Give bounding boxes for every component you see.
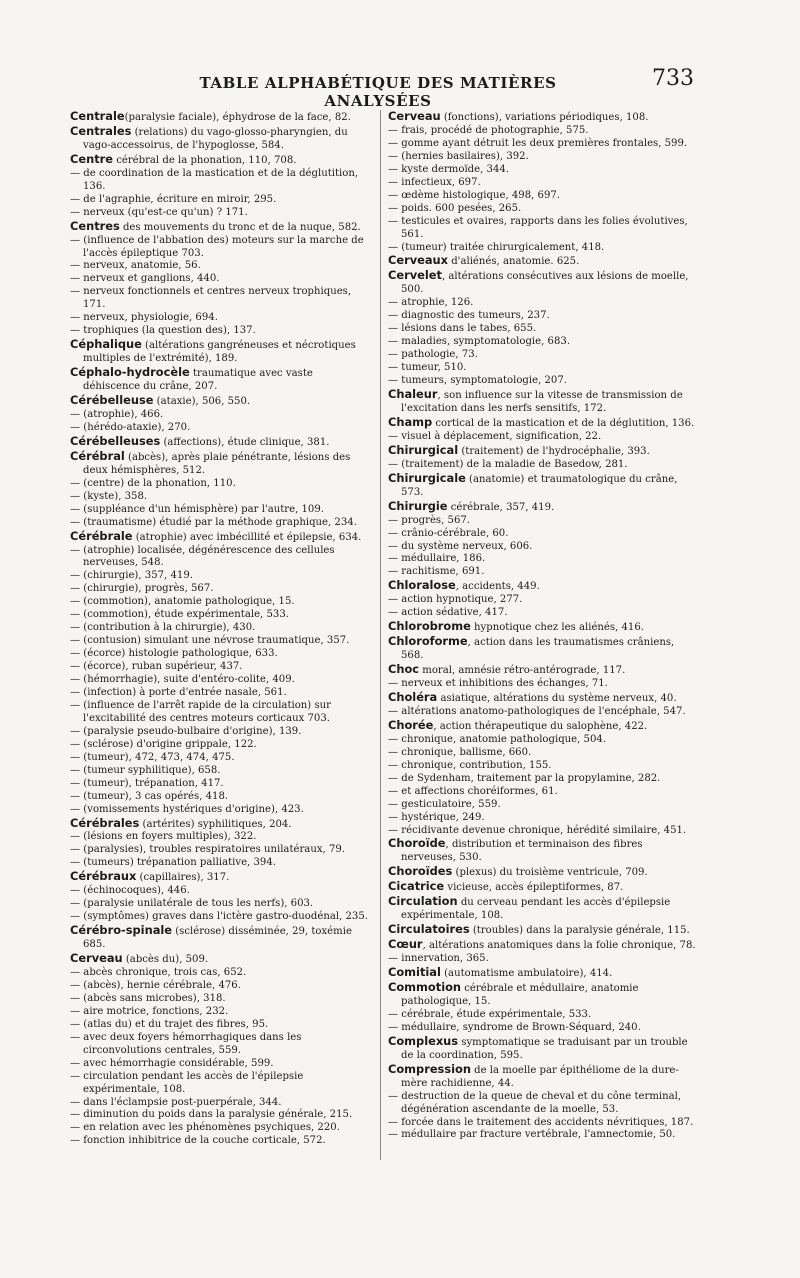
index-entry-text: de la moelle par épithéliome de la dure-mère rachidienne, 44. bbox=[401, 1064, 679, 1089]
index-entry bbox=[70, 168, 370, 194]
index-entry-text: — (abcès), hernie cérébrale, 476. bbox=[70, 979, 241, 991]
index-entry-text: — action sédative, 417. bbox=[388, 607, 508, 619]
index-entry-text: — (paralysies), troubles respiratoires unilatéraux, 79. bbox=[70, 844, 345, 856]
index-entry bbox=[388, 349, 698, 362]
index-headword: Cérébelleuses bbox=[70, 433, 161, 448]
index-entry-text: — gesticulatoire, 559. bbox=[388, 798, 501, 810]
index-entry-text: — crânio-cérébrale, 60. bbox=[388, 527, 509, 539]
index-entry bbox=[70, 1097, 370, 1110]
index-entry-text: asiatique, altérations du système nerveux, 40. bbox=[437, 692, 677, 704]
index-entry bbox=[388, 203, 698, 216]
index-entry-text: — de coordination de la mastication et de la déglutition, 136. bbox=[70, 167, 359, 192]
index-entry bbox=[70, 765, 370, 778]
index-entry-text: — du système nerveux, 606. bbox=[388, 540, 533, 552]
index-entry bbox=[70, 220, 370, 235]
index-entry-text: , accidents, 449. bbox=[455, 581, 540, 593]
index-entry-text: cérébrale, 357, 419. bbox=[447, 501, 555, 513]
index-entry bbox=[388, 895, 698, 923]
index-entry bbox=[70, 609, 370, 622]
index-entry bbox=[70, 924, 370, 952]
index-entry-text: — (chirurgie), 357, 419. bbox=[70, 570, 193, 582]
index-entry-text: — médullaire, syndrome de Brown-Séquard, 240. bbox=[388, 1021, 641, 1033]
index-entry-text: — tumeurs, symptomatologie, 207. bbox=[388, 375, 567, 387]
index-entry bbox=[70, 435, 370, 450]
index-entry-text: — médullaire par fracture vertébrale, l'amnectomie, 50. bbox=[388, 1129, 676, 1141]
index-entry-text: cortical de la mastication et de la déglutition, 136. bbox=[432, 417, 695, 429]
index-entry bbox=[70, 1122, 370, 1135]
index-entry bbox=[388, 594, 698, 607]
index-entry-text: — (chirurgie), progrès, 567. bbox=[70, 583, 214, 595]
index-entry bbox=[388, 110, 698, 125]
index-entry bbox=[70, 583, 370, 596]
index-entry-text: des mouvements du tronc et de la nuque, 582. bbox=[119, 221, 361, 233]
index-entry-text: — visuel à déplacement, signification, 22. bbox=[388, 430, 602, 442]
index-entry-text: — (écorce), ruban supérieur, 437. bbox=[70, 661, 243, 673]
index-entry bbox=[70, 885, 370, 898]
index-headword: Centres bbox=[70, 218, 120, 233]
index-entry bbox=[388, 500, 698, 515]
index-entry bbox=[70, 993, 370, 1006]
index-entry-text: — (hernies basilaires), 392. bbox=[388, 150, 529, 162]
index-entry bbox=[70, 752, 370, 765]
index-entry-text: — (atlas du) et du trajet des fibres, 95. bbox=[70, 1018, 269, 1030]
index-entry-text: — aire motrice, fonctions, 232. bbox=[70, 1005, 229, 1017]
index-entry-text: — (abcès sans microbes), 318. bbox=[70, 992, 226, 1004]
index-entry bbox=[388, 216, 698, 242]
index-entry-text: — (vomissements hystériques d'origine), 423. bbox=[70, 803, 304, 815]
index-entry bbox=[70, 1071, 370, 1097]
index-headword: Chaleur bbox=[388, 387, 438, 402]
index-entry bbox=[388, 528, 698, 541]
index-entry-text: — forcée dans le traitement des accidents névritiques, 187. bbox=[388, 1116, 694, 1128]
index-entry-text: — (traitement) de la maladie de Basedow, 281. bbox=[388, 458, 628, 470]
index-entry bbox=[388, 190, 698, 203]
index-entry-text: (affections), étude clinique, 381. bbox=[160, 436, 330, 448]
index-entry bbox=[388, 760, 698, 773]
index-entry bbox=[388, 635, 698, 663]
index-entry-text: — (symptômes) graves dans l'ictère gastro-duodénal, 235. bbox=[70, 911, 368, 923]
index-headword: Cérébelleuse bbox=[70, 393, 154, 408]
index-entry-text: — destruction de la queue de cheval et du cône terminal, dégénération ascendante de la moelle, 53. bbox=[388, 1090, 682, 1115]
index-headword: Centrales bbox=[70, 123, 132, 138]
index-entry bbox=[388, 323, 698, 336]
index-entry-text: — (sclérose) d'origine grippale, 122. bbox=[70, 738, 257, 750]
index-entry-text: (artérites) syphilitiques, 204. bbox=[139, 818, 292, 830]
index-entry-text: — pathologie, 73. bbox=[388, 349, 478, 361]
index-entry bbox=[388, 362, 698, 375]
index-headword: Choroïdes bbox=[388, 864, 453, 879]
index-entry-text: — (suppléance d'un hémisphère) par l'autre, 109. bbox=[70, 503, 324, 515]
index-entry bbox=[70, 831, 370, 844]
index-entry-text: — (tumeur), trépanation, 417. bbox=[70, 777, 224, 789]
index-entry-text: — circulation pendant les accès de l'épilepsie expérimentale, 108. bbox=[70, 1070, 304, 1095]
index-entry bbox=[388, 812, 698, 825]
index-entry bbox=[70, 635, 370, 648]
index-entry bbox=[70, 1019, 370, 1032]
index-entry-text: — (commotion), étude expérimentale, 533. bbox=[70, 609, 289, 621]
index-entry-text: traumatique avec vaste déhiscence du crâne, 207. bbox=[83, 368, 313, 393]
index-entry-text: — chronique, ballisme, 660. bbox=[388, 746, 532, 758]
index-entry-text: — en relation avec les phénomènes psychiques, 220. bbox=[70, 1122, 340, 1134]
index-entry-text: (plexus) du troisième ventricule, 709. bbox=[452, 867, 648, 879]
index-headword: Cervelet bbox=[388, 268, 442, 283]
index-entry bbox=[70, 674, 370, 687]
index-entry bbox=[388, 1035, 698, 1063]
index-column-left bbox=[70, 110, 370, 1148]
index-column-right bbox=[388, 110, 698, 1142]
index-headword: Cœur bbox=[388, 937, 423, 952]
index-headword: Cérébraux bbox=[70, 869, 137, 884]
index-entry bbox=[388, 541, 698, 554]
index-entry-text: — action hypnotique, 277. bbox=[388, 594, 523, 606]
index-entry-text: — et affections choréiformes, 61. bbox=[388, 785, 558, 797]
page-number: 733 bbox=[652, 66, 694, 91]
index-entry bbox=[70, 1032, 370, 1058]
index-entry-text: — (lésions en foyers multiples), 322. bbox=[70, 831, 257, 843]
index-entry-text: — abcès chronique, trois cas, 652. bbox=[70, 967, 247, 978]
index-entry bbox=[70, 967, 370, 980]
index-entry bbox=[388, 138, 698, 151]
index-entry-text: — (atrophie), 466. bbox=[70, 408, 164, 420]
index-entry bbox=[70, 394, 370, 409]
index-entry bbox=[70, 898, 370, 911]
index-entry-text: — (tumeurs) trépanation palliative, 394. bbox=[70, 857, 276, 869]
index-entry-text: — testicules et ovaires, rapports dans les folies évolutives, 561. bbox=[388, 215, 688, 240]
index-entry bbox=[388, 691, 698, 706]
index-entry bbox=[388, 799, 698, 812]
index-entry bbox=[70, 530, 370, 545]
index-headword: Choc bbox=[388, 662, 420, 677]
index-entry bbox=[388, 416, 698, 431]
index-entry bbox=[388, 515, 698, 528]
index-entry-text: — dans l'éclampsie post-puerpérale, 344. bbox=[70, 1096, 282, 1108]
index-entry bbox=[70, 312, 370, 325]
index-entry bbox=[70, 1006, 370, 1019]
index-entry bbox=[70, 596, 370, 609]
index-entry-text: — fonction inhibitrice de la couche corticale, 572. bbox=[70, 1135, 326, 1147]
index-headword: Chloralose bbox=[388, 578, 456, 593]
index-entry-text: — innervation, 365. bbox=[388, 953, 489, 965]
index-entry-text: — récidivante devenue chronique, hérédité similaire, 451. bbox=[388, 824, 687, 836]
index-entry bbox=[388, 254, 698, 269]
index-entry bbox=[388, 125, 698, 138]
index-headword: Commotion bbox=[388, 980, 462, 994]
index-headword: Choroïde bbox=[388, 836, 446, 851]
index-entry-text: — (contusion) simulant une névrose traumatique, 357. bbox=[70, 635, 350, 647]
index-headword: Chirurgie bbox=[388, 498, 448, 513]
index-entry bbox=[70, 570, 370, 583]
index-entry bbox=[70, 491, 370, 504]
index-entry-text: — infectieux, 697. bbox=[388, 176, 481, 188]
index-entry-text: (troubles) dans la paralysie générale, 115. bbox=[469, 925, 690, 937]
index-entry bbox=[388, 1117, 698, 1130]
index-entry-text: — nerveux, physiologie, 694. bbox=[70, 312, 218, 324]
index-entry bbox=[70, 450, 370, 478]
index-headword: Cérébral bbox=[70, 448, 125, 463]
index-entry bbox=[388, 297, 698, 310]
index-entry-text: — de Sydenham, traitement par la propylamine, 282. bbox=[388, 772, 661, 784]
index-entry-text: (sclérose) disséminée, 29, toxémie 685. bbox=[83, 926, 352, 951]
index-entry bbox=[70, 1058, 370, 1071]
index-entry-text: — nerveux et inhibitions des échanges, 71. bbox=[388, 678, 608, 690]
index-entry bbox=[388, 620, 698, 635]
index-entry-text: — rachitisme, 691. bbox=[388, 566, 485, 578]
index-entry bbox=[70, 545, 370, 571]
index-entry-text: — (atrophie) localisée, dégénérescence des cellules nerveuses, 548. bbox=[70, 544, 335, 569]
index-entry-text: — kyste dermoïde, 344. bbox=[388, 163, 510, 175]
index-headword: Circulatoires bbox=[388, 922, 470, 937]
index-entry-text: — atrophie, 126. bbox=[388, 297, 474, 309]
index-entry-text: (relations) du vago-glosso-pharyngien, du vago-accessoirus, de l'hypoglosse, 584. bbox=[83, 126, 348, 151]
running-title: TABLE ALPHABÉTIQUE DES MATIÈRES ANALYSÉES bbox=[199, 74, 557, 110]
index-entry-text: (abcès), après plaie pénétrante, lésions des deux hémisphères, 512. bbox=[83, 451, 351, 476]
index-entry bbox=[70, 870, 370, 885]
index-entry-text: (automatisme ambulatoire), 414. bbox=[440, 968, 613, 980]
index-headword: Cérébrale bbox=[70, 528, 133, 543]
index-entry bbox=[388, 388, 698, 416]
index-entry bbox=[70, 622, 370, 635]
index-entry-text: — (hérédo-ataxie), 270. bbox=[70, 421, 191, 433]
index-headword: Cérébrales bbox=[70, 815, 140, 830]
index-headword: Cérébro-spinale bbox=[70, 923, 173, 938]
index-entry bbox=[70, 739, 370, 752]
index-entry bbox=[388, 734, 698, 747]
index-entry bbox=[388, 981, 698, 1009]
index-entry-text: (atrophie) avec imbécillité et épilepsie, 634. bbox=[132, 531, 362, 543]
index-entry-text: (traitement) de l'hydrocéphalie, 393. bbox=[458, 445, 650, 457]
index-entry-text: — nerveux fonctionnels et centres nerveux trophiques, 171. bbox=[70, 286, 352, 311]
index-entry bbox=[70, 844, 370, 857]
index-entry bbox=[388, 773, 698, 786]
index-entry-text: — (tumeur), 3 cas opérés, 418. bbox=[70, 790, 229, 802]
index-entry-text: (paralysie faciale), éphydrose de la face, 82. bbox=[124, 112, 351, 123]
index-entry-text: symptomatique se traduisant par un trouble de la coordination, 595. bbox=[401, 1036, 688, 1061]
index-entry bbox=[70, 273, 370, 286]
index-entry bbox=[70, 980, 370, 993]
index-entry bbox=[388, 719, 698, 734]
index-entry-text: — poids. 600 pesées, 265. bbox=[388, 202, 522, 214]
index-entry-text: — (tumeur syphilitique), 658. bbox=[70, 764, 221, 776]
index-entry bbox=[388, 553, 698, 566]
index-headword: Céphalo-hydrocèle bbox=[70, 365, 190, 380]
index-entry-text: cérébrale et médullaire, anatomie pathologique, 15. bbox=[401, 983, 639, 1007]
index-entry-text: — (centre) de la phonation, 110. bbox=[70, 477, 236, 489]
index-entry bbox=[388, 1129, 698, 1142]
index-entry-text: (abcès du), 509. bbox=[122, 954, 209, 966]
index-entry bbox=[70, 1135, 370, 1148]
index-entry-text: — avec deux foyers hémorrhagiques dans les circonvolutions centrales, 559. bbox=[70, 1031, 302, 1056]
index-entry bbox=[388, 938, 698, 953]
index-entry-text: (capillaires), 317. bbox=[136, 872, 230, 884]
index-entry-text: — avec hémorrhagie considérable, 599. bbox=[70, 1057, 274, 1069]
index-entry bbox=[388, 1063, 698, 1091]
index-entry bbox=[388, 1091, 698, 1117]
index-entry bbox=[70, 504, 370, 517]
index-entry bbox=[70, 700, 370, 726]
index-entry bbox=[388, 786, 698, 799]
index-entry bbox=[70, 726, 370, 739]
index-entry-text: (ataxie), 506, 550. bbox=[153, 396, 251, 408]
index-entry-text: — (infection) à porte d'entrée nasale, 561. bbox=[70, 686, 287, 698]
index-entry-text: — (tumeur) traitée chirurgicalement, 418. bbox=[388, 241, 605, 253]
index-entry bbox=[388, 151, 698, 164]
index-headword: Cerveau bbox=[70, 951, 123, 966]
index-headword: Cicatrice bbox=[388, 879, 445, 894]
index-entry-text: d'aliénés, anatomie. 625. bbox=[448, 256, 580, 268]
index-entry bbox=[70, 153, 370, 168]
index-entry bbox=[70, 778, 370, 791]
index-entry bbox=[70, 260, 370, 273]
index-entry bbox=[70, 338, 370, 366]
index-entry-text: — (échinocoques), 446. bbox=[70, 885, 190, 897]
index-headword: Chirurgicale bbox=[388, 470, 466, 485]
index-entry-text: — tumeur, 510. bbox=[388, 362, 467, 374]
index-headword: Chirurgical bbox=[388, 442, 459, 457]
index-entry-text: — (kyste), 358. bbox=[70, 490, 148, 502]
index-entry-text: — diagnostic des tumeurs, 237. bbox=[388, 310, 550, 322]
index-headword: Chorée bbox=[388, 717, 434, 732]
index-entry-text: — diminution du poids dans la paralysie générale, 215. bbox=[70, 1109, 353, 1121]
index-entry bbox=[70, 661, 370, 674]
index-entry bbox=[388, 310, 698, 323]
index-entry-text: — de l'agraphie, écriture en miroir, 295. bbox=[70, 193, 277, 205]
index-entry-text: — médullaire, 186. bbox=[388, 553, 486, 565]
index-entry-text: — gomme ayant détruit les deux premières frontales, 599. bbox=[388, 137, 688, 149]
index-entry-text: — (traumatisme) étudié par la méthode graphique, 234. bbox=[70, 516, 357, 528]
index-entry-text: moral, amnésie rétro-antérograde, 117. bbox=[419, 665, 626, 677]
index-entry bbox=[70, 235, 370, 261]
index-entry bbox=[70, 409, 370, 422]
index-entry-text: — (contribution à la chirurgie), 430. bbox=[70, 622, 256, 634]
index-entry-text: — cérébrale, étude expérimentale, 533. bbox=[388, 1008, 592, 1020]
index-entry bbox=[70, 478, 370, 491]
index-entry-text: — altérations anatomo-pathologiques de l'encéphale, 547. bbox=[388, 705, 686, 717]
index-entry bbox=[388, 966, 698, 981]
index-entry bbox=[388, 269, 698, 297]
index-entry bbox=[388, 177, 698, 190]
index-entry bbox=[70, 952, 370, 967]
index-entry-text: (altérations gangréneuses et nécrotiques multiples de l'extrémité), 189. bbox=[83, 340, 356, 365]
index-entry bbox=[388, 837, 698, 865]
index-entry-text: , altérations anatomiques dans la folie chronique, 78. bbox=[422, 940, 696, 952]
index-entry bbox=[388, 579, 698, 594]
index-headword: Choléra bbox=[388, 689, 438, 704]
index-entry-text: — (influence de l'abbation des) moteurs sur la marche de l'accès épileptique 703. bbox=[70, 234, 364, 259]
index-entry-text: cérébral de la phonation, 110, 708. bbox=[112, 154, 297, 166]
index-entry bbox=[70, 125, 370, 153]
index-headword: Cerveau bbox=[388, 109, 441, 123]
index-entry-text: — trophiques (la question des), 137. bbox=[70, 325, 256, 337]
index-entry bbox=[70, 648, 370, 661]
index-entry bbox=[70, 817, 370, 832]
index-entry bbox=[388, 164, 698, 177]
index-entry bbox=[70, 791, 370, 804]
index-headword: Champ bbox=[388, 414, 433, 429]
index-entry-text: — (tumeur), 472, 473, 474, 475. bbox=[70, 751, 235, 763]
index-entry bbox=[388, 444, 698, 459]
index-entry bbox=[388, 472, 698, 500]
index-entry-text: — (influence de l'arrêt rapide de la circulation) sur l'excitabilité des centres moteurs corticaux 703. bbox=[70, 699, 331, 724]
index-entry-text: , distribution et terminaison des fibres nerveuses, 530. bbox=[401, 839, 643, 864]
index-entry-text: (fonctions), variations périodiques, 108. bbox=[440, 112, 649, 123]
index-headword: Comitial bbox=[388, 965, 441, 980]
index-entry-text: — lésions dans le tabes, 655. bbox=[388, 323, 537, 335]
index-headword: Circulation bbox=[388, 894, 458, 909]
index-entry-text: du cerveau pendant les accès d'épilepsie expérimentale, 108. bbox=[401, 897, 671, 922]
index-entry-text: — (paralysie unilatérale de tous les nerfs), 603. bbox=[70, 898, 314, 910]
index-headword: Céphalique bbox=[70, 337, 142, 352]
index-entry-text: — chronique, anatomie pathologique, 504. bbox=[388, 733, 607, 745]
index-headword: Cerveaux bbox=[388, 253, 448, 268]
index-entry-text: , son influence sur la vitesse de transmission de l'excitation dans les nerfs sensitifs, 172. bbox=[401, 390, 683, 414]
index-entry-text: — progrès, 567. bbox=[388, 514, 470, 526]
index-entry-text: — (paralysie pseudo-bulbaire d'origine), 139. bbox=[70, 725, 302, 737]
index-entry-text: vicieuse, accès épileptiformes, 87. bbox=[444, 882, 624, 894]
index-entry bbox=[388, 865, 698, 880]
index-headword: Compression bbox=[388, 1061, 471, 1076]
index-entry bbox=[70, 110, 370, 125]
index-entry-text: — œdème histologique, 498, 697. bbox=[388, 189, 561, 201]
index-entry-text: — (commotion), anatomie pathologique, 15. bbox=[70, 596, 295, 608]
index-entry-text: hypnotique chez les aliénés, 416. bbox=[470, 622, 644, 634]
index-entry-text: , action dans les traumatismes crâniens, 568. bbox=[401, 637, 675, 662]
index-entry bbox=[70, 687, 370, 700]
index-entry bbox=[70, 1109, 370, 1122]
index-entry bbox=[388, 880, 698, 895]
index-entry bbox=[388, 747, 698, 760]
index-entry bbox=[388, 706, 698, 719]
index-entry-text: — chronique, contribution, 155. bbox=[388, 759, 552, 771]
index-entry bbox=[388, 663, 698, 678]
index-headword: Complexus bbox=[388, 1033, 459, 1048]
index-entry-text: , action thérapeutique du salophène, 422. bbox=[433, 720, 648, 732]
index-entry-text: , altérations consécutives aux lésions de moelle, 500. bbox=[401, 271, 689, 296]
index-entry-text: — (écorce) histologie pathologique, 633. bbox=[70, 648, 278, 660]
index-entry-text: (anatomie) et traumatologique du crâne, 573. bbox=[401, 473, 678, 498]
index-entry bbox=[388, 923, 698, 938]
index-entry-text: — frais, procédé de photographie, 575. bbox=[388, 124, 589, 136]
index-entry-text: — maladies, symptomatologie, 683. bbox=[388, 336, 571, 348]
index-headword: Chlorobrome bbox=[388, 619, 471, 634]
index-entry bbox=[70, 194, 370, 207]
index-entry bbox=[70, 286, 370, 312]
index-headword: Centrale bbox=[70, 109, 125, 123]
index-entry bbox=[388, 336, 698, 349]
index-headword: Centre bbox=[70, 151, 113, 166]
index-entry bbox=[70, 366, 370, 394]
index-entry-text: — nerveux (qu'est-ce qu'un) ? 171. bbox=[70, 206, 248, 218]
index-entry-text: — nerveux, anatomie, 56. bbox=[70, 260, 201, 272]
index-entry-text: — (hémorrhagie), suite d'entéro-colite, 409. bbox=[70, 674, 295, 686]
index-entry-text: — hystérique, 249. bbox=[388, 811, 485, 823]
index-headword: Chloroforme bbox=[388, 634, 468, 649]
index-entry-text: — nerveux et ganglions, 440. bbox=[70, 273, 220, 285]
index-entry bbox=[388, 1009, 698, 1022]
column-divider bbox=[380, 110, 381, 1160]
